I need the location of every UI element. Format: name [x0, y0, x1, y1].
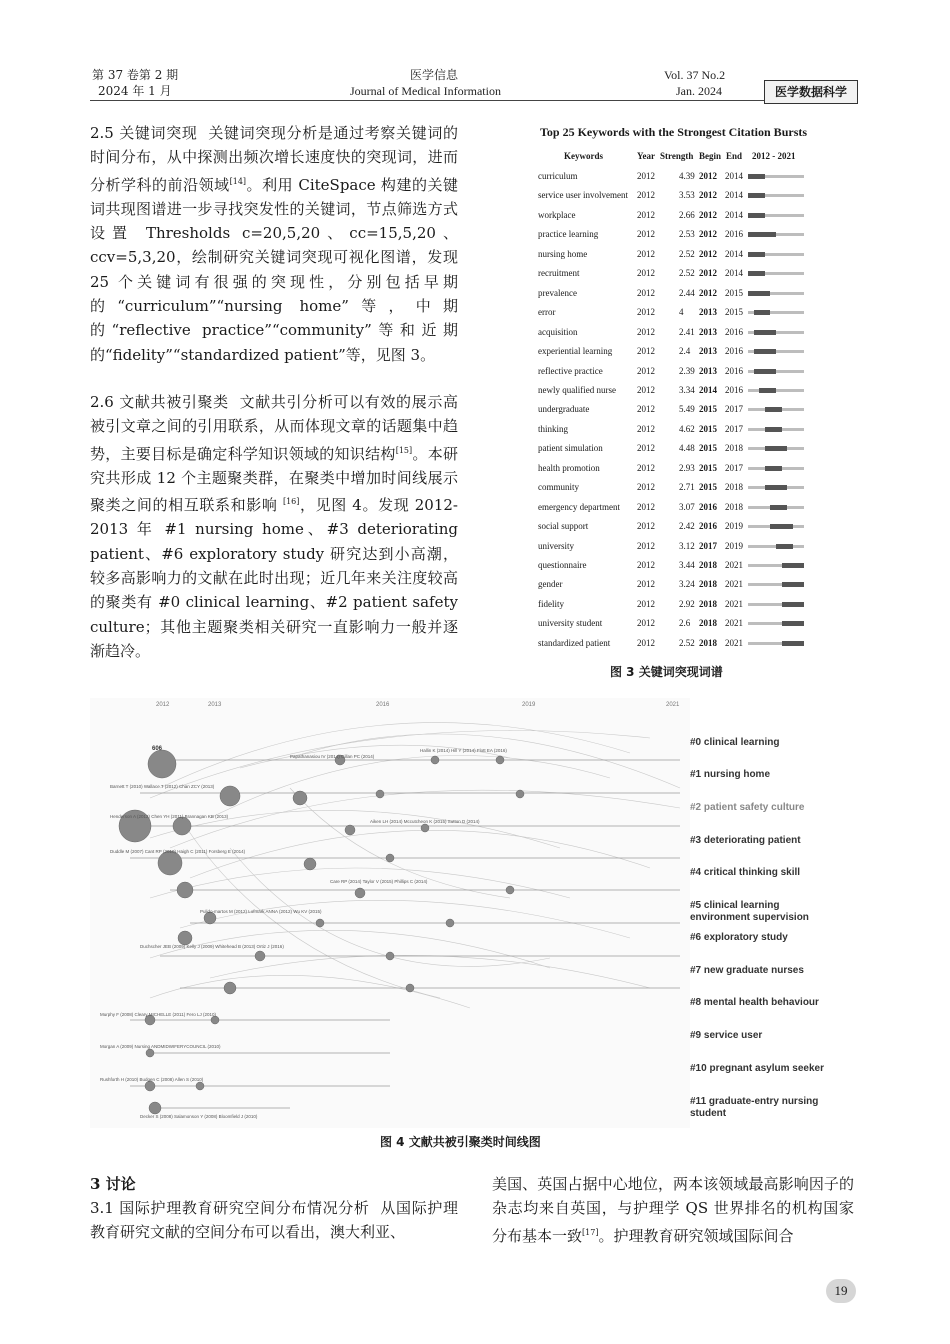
fig3-burst-segment — [748, 213, 765, 218]
fig3-burst-segment — [765, 407, 782, 412]
fig3-row — [538, 288, 818, 307]
fig3-keyword: thinking — [538, 423, 569, 434]
fig3-year: 2012 — [637, 540, 655, 551]
fig3-strength: 4 — [679, 307, 684, 318]
fig3-timeline-bar — [748, 292, 804, 295]
fig3-timeline-bar — [748, 428, 804, 431]
fig3-year: 2012 — [637, 482, 655, 493]
fig3-burst-segment — [776, 544, 793, 549]
fig3-strength: 4.62 — [679, 423, 695, 434]
fig3-begin: 2012 — [699, 209, 717, 220]
section-3-1-text-right-2: 。护理教育研究领域国际间合 — [598, 1226, 794, 1245]
fig3-begin: 2018 — [699, 618, 717, 629]
fig3-keyword: prevalence — [538, 287, 577, 298]
cluster-8-label: #8 mental health behaviour — [690, 997, 819, 1008]
fig3-burst-segment — [748, 174, 765, 179]
section-3-1-heading: 3.1 国际护理教育研究空间分布情况分析 — [90, 1199, 370, 1217]
fig3-strength: 2.53 — [679, 229, 695, 240]
fig3-strength: 2.93 — [679, 462, 695, 473]
fig3-year: 2012 — [637, 229, 655, 240]
fig3-strength: 2.52 — [679, 268, 695, 279]
fig3-header-range: 2012 - 2021 — [752, 151, 796, 161]
fig3-row — [538, 229, 818, 248]
fig3-strength: 4.39 — [679, 171, 695, 181]
fig3-burst-segment — [765, 427, 782, 432]
header-journal-en: Journal of Medical Information — [350, 84, 501, 98]
fig3-timeline-bar — [748, 447, 804, 450]
fig3-year: 2012 — [637, 268, 655, 279]
fig3-end: 2019 — [725, 540, 743, 551]
fig3-begin: 2013 — [699, 307, 717, 318]
fig3-begin: 2012 — [699, 268, 717, 279]
fig3-timeline-bar — [748, 389, 804, 392]
fig3-row — [538, 502, 818, 521]
fig3-year: 2012 — [637, 560, 655, 570]
fig3-timeline-bar — [748, 583, 804, 586]
fig3-year: 2012 — [637, 326, 655, 337]
fig3-end: 2021 — [725, 637, 743, 648]
fig3-row — [538, 463, 818, 482]
fig3-row — [538, 521, 818, 540]
cluster-6-label: #6 exploratory study — [690, 932, 788, 943]
fig3-header-end: End — [726, 151, 743, 161]
section-2-5-heading: 2.5 关键词突现 — [90, 124, 198, 142]
fig3-keyword: newly qualified nurse — [538, 384, 616, 395]
fig3-begin: 2015 — [699, 404, 717, 415]
fig3-row — [538, 268, 818, 287]
fig3-begin: 2012 — [699, 190, 717, 201]
ref-16: [16] — [282, 497, 300, 507]
fig3-timeline-bar — [748, 233, 804, 236]
fig3-end: 2016 — [725, 365, 743, 376]
fig3-end: 2021 — [725, 618, 743, 629]
section-2-5-text: 关键词突现分析是通过考察关键词的时间分布，从中探测出频次增长速度快的突现词，进而分析学科的前沿领域 — [90, 124, 458, 194]
fig3-year: 2012 — [637, 384, 655, 395]
fig3-keyword: undergraduate — [538, 404, 590, 415]
fig3-strength: 2.66 — [679, 209, 695, 220]
svg-text:Duddle M (2007) Cant RP (2010: Duddle M (2007) Cant RP (2010) Haigh C (2011) Forsberg E (2014) — [110, 849, 246, 854]
fig3-end: 2015 — [725, 307, 743, 318]
fig3-strength: 2.92 — [679, 598, 695, 609]
fig3-begin: 2013 — [699, 365, 717, 376]
fig3-row — [538, 249, 818, 268]
fig3-keyword: community — [538, 482, 579, 493]
fig3-keyword: service user involvement — [538, 190, 628, 201]
fig3-strength: 2.52 — [679, 637, 695, 648]
fig3-strength: 2.42 — [679, 521, 695, 532]
page-number: 19 — [826, 1279, 856, 1303]
fig3-row — [538, 618, 818, 637]
fig3-burst-segment — [765, 466, 782, 471]
fig3-row — [538, 541, 818, 560]
fig4-year-2016: 2016 — [376, 702, 390, 708]
header-date-cn: 2024 年 1 月 — [98, 84, 172, 98]
fig3-burst-segment — [782, 602, 804, 607]
fig3-burst-segment — [782, 621, 804, 626]
fig3-begin: 2015 — [699, 462, 717, 473]
fig3-keyword: acquisition — [538, 326, 578, 337]
fig3-row — [538, 385, 818, 404]
fig3-end: 2016 — [725, 229, 743, 240]
fig3-keyword: reflective practice — [538, 365, 603, 376]
fig3-strength: 2.44 — [679, 287, 695, 298]
fig3-strength: 3.12 — [679, 540, 695, 551]
fig3-end: 2017 — [725, 462, 743, 473]
fig3-row — [538, 560, 818, 579]
header-rule — [90, 100, 852, 101]
fig3-timeline-bar — [748, 370, 804, 373]
fig3-burst-segment — [748, 232, 776, 237]
fig3-year: 2012 — [637, 171, 655, 181]
fig3-burst-segment — [754, 330, 776, 335]
section-2-6 — [90, 390, 458, 663]
section-3-1 — [90, 1196, 458, 1245]
fig3-burst-segment — [754, 369, 776, 374]
fig3-begin: 2012 — [699, 229, 717, 240]
ref-14: [14] — [229, 176, 247, 186]
fig4-year-2013: 2013 — [208, 702, 222, 708]
fig3-timeline-bar — [748, 331, 804, 334]
fig3-row — [538, 307, 818, 326]
fig3-row — [538, 327, 818, 346]
fig3-year: 2012 — [637, 521, 655, 532]
section-2-6-text-3: ，见图 4。发现 2012-2013 年 #1 nursing home、#3 deteriorating patient、#6 exploratory study 研究达到小高潮，较多高影响力的文献在此时出现；近几年来关注度较高的聚类有 #0 clinical learning、#2 patient safety culture；其他主题聚类相关研究一直影响力一般并逐渐趋冷。 — [90, 496, 458, 660]
svg-text:Aiken LH (2014) Mccutcheon K: Aiken LH (2014) Mccutcheon K (2015) Sutton D (2014) — [370, 819, 480, 824]
fig3-year: 2012 — [637, 423, 655, 434]
fig3-burst-segment — [759, 388, 776, 393]
section-3-1-text: 从国际护理教育研究文献的空间分布可以看出，澳大利亚、 — [90, 1199, 458, 1242]
fig3-keyword: emergency department — [538, 501, 621, 512]
fig3-strength: 5.49 — [679, 404, 695, 415]
fig3-row — [538, 366, 818, 385]
fig3-row — [538, 210, 818, 229]
fig3-year: 2012 — [637, 443, 655, 454]
fig3-burst-segment — [765, 485, 787, 490]
fig3-strength: 2.39 — [679, 365, 695, 376]
section-2-6-text: 文献共引分析可以有效的展示高被引文章之间的引用联系，从而体现文章的话题集中趋势，主要目标是确定科学知识领域的知识结构 — [90, 393, 458, 463]
fig3-year: 2012 — [637, 579, 655, 590]
section-3-title: 3 讨论 — [90, 1175, 136, 1193]
svg-text:Pulido-martos M (2012) Lofmar: Pulido-martos M (2012) Lofmark ANNA (2012) Wu KV (2015) — [200, 909, 322, 914]
fig3-begin: 2012 — [699, 171, 717, 181]
fig4-graph — [90, 698, 690, 1128]
fig3-keyword: error — [538, 307, 556, 318]
fig3-row — [538, 404, 818, 423]
fig3-keyword: university — [538, 540, 574, 551]
fig3-row — [538, 579, 818, 598]
fig3-timeline-bar — [748, 408, 804, 411]
fig3-burst-segment — [770, 505, 787, 510]
fig3-begin: 2012 — [699, 287, 717, 298]
cluster-1-label: #1 nursing home — [690, 769, 771, 780]
fig3-year: 2012 — [637, 462, 655, 473]
header-volume-en: Vol. 37 No.2 — [664, 68, 726, 82]
fig3-row — [538, 599, 818, 618]
section-2-6-text-2: 。本研究共形成 12 个主题聚类群，在聚类中增加时间线展示聚类之间的相互联系和影响 — [90, 444, 458, 515]
fig3-year: 2012 — [637, 346, 655, 357]
fig3-timeline-bar — [748, 214, 804, 217]
svg-text:Hallin K (2014) Hill Y (2014): Hallin K (2014) Hill Y (2014) Flott EA (2016) — [420, 748, 507, 753]
fig3-burst-segment — [754, 310, 771, 315]
fig3-begin: 2017 — [699, 540, 717, 551]
fig3-end: 2014 — [725, 248, 743, 259]
fig3-burst-segment — [748, 271, 765, 276]
header-date-en: Jan. 2024 — [676, 84, 722, 98]
fig4-year-2021: 2021 — [666, 702, 680, 708]
svg-text:Barnett T (2010) Wallace T (2: Barnett T (2010) Wallace T (2012) Chan ZCY (2013) — [110, 784, 215, 789]
fig3-timeline-bar — [748, 642, 804, 645]
cluster-11-label: #11 graduate-entry nursing student — [690, 1096, 819, 1119]
fig3-strength: 2.71 — [679, 482, 695, 493]
cluster-4-label: #4 critical thinking skill — [690, 867, 801, 878]
cluster-2-label: #2 patient safety culture — [690, 802, 805, 813]
fig3-begin: 2016 — [699, 501, 717, 512]
fig3-begin: 2013 — [699, 326, 717, 337]
cluster-10-label: #10 pregnant asylum seeker — [690, 1063, 824, 1074]
fig3-begin: 2018 — [699, 560, 717, 570]
fig3-keyword: practice learning — [538, 229, 599, 240]
svg-text:Murphy F (2008) Cleary MICHEL: Murphy F (2008) Cleary MICHELLE (2011) Fero LJ (2010) — [100, 1012, 216, 1017]
fig3-burst-segment — [754, 349, 776, 354]
fig3-strength: 2.41 — [679, 326, 695, 337]
fig3-keyword: questionnaire — [538, 560, 587, 570]
fig3-begin: 2014 — [699, 384, 717, 395]
fig3-timeline-bar — [748, 253, 804, 256]
fig3-timeline-bar — [748, 525, 804, 528]
fig3-row — [538, 482, 818, 501]
fig3-keyword: patient simulation — [538, 443, 603, 454]
header-journal-cn: 医学信息 — [410, 68, 459, 82]
fig3-end: 2014 — [725, 171, 743, 181]
fig3-row — [538, 190, 818, 209]
fig3-keyword: fidelity — [538, 598, 564, 609]
fig4-node-label: 606 — [152, 746, 163, 752]
header-volume-cn: 第 37 卷第 2 期 — [92, 68, 179, 82]
section-2-6-heading: 2.6 文献共被引聚类 — [90, 393, 229, 411]
fig3-end: 2016 — [725, 326, 743, 337]
fig3-keyword: recruitment — [538, 268, 580, 279]
fig3-end: 2021 — [725, 560, 743, 570]
fig3-timeline-bar — [748, 272, 804, 275]
fig3-header-keywords: Keywords — [564, 151, 603, 161]
fig3-strength: 2.4 — [679, 346, 691, 357]
svg-text:Papathanasiou IV (2014) Gilla: Papathanasiou IV (2014) Gillan PC (2014) — [290, 754, 375, 759]
fig3-caption: 图 3 关键词突现词谱 — [610, 665, 723, 679]
fig4-year-2019: 2019 — [522, 702, 536, 708]
cluster-9-label: #9 service user — [690, 1030, 763, 1041]
fig3-begin: 2015 — [699, 423, 717, 434]
fig3-end: 2021 — [725, 579, 743, 590]
fig3-burst-segment — [782, 563, 804, 568]
fig3-year: 2012 — [637, 209, 655, 220]
fig3-timeline-bar — [748, 622, 804, 625]
fig3-end: 2016 — [725, 384, 743, 395]
fig3-begin: 2015 — [699, 443, 717, 454]
fig3-timeline-bar — [748, 175, 804, 178]
fig4-caption: 图 4 文献共被引聚类时间线图 — [380, 1135, 541, 1149]
svg-text:Decker S (2008) Salamonson Y: Decker S (2008) Salamonson Y (2008) Bloomfield J (2010) — [140, 1114, 258, 1119]
fig3-year: 2012 — [637, 287, 655, 298]
fig3-end: 2014 — [725, 268, 743, 279]
fig3-title: Top 25 Keywords with the Strongest Citation Bursts — [540, 125, 808, 139]
fig3-begin: 2012 — [699, 248, 717, 259]
fig3-begin: 2016 — [699, 521, 717, 532]
fig4-timeline — [90, 698, 852, 1128]
section-3-1-text-right: 美国、英国占据中心地位，两本该领域最高影响因子的杂志均来自英国，与护理学 QS 世界排名的机构国家分布基本一致 — [492, 1175, 854, 1245]
cluster-3-label: #3 deteriorating patient — [690, 835, 801, 846]
fig3-end: 2015 — [725, 287, 743, 298]
fig3-begin: 2018 — [699, 579, 717, 590]
fig3-year: 2012 — [637, 404, 655, 415]
fig3-strength: 2.52 — [679, 248, 695, 259]
svg-text:Henderson A (2012) Chen YH (2: Henderson A (2012) Chen YH (2011) Brannagan KB (2013) — [110, 814, 229, 819]
fig3-keyword: university student — [538, 618, 603, 629]
fig3-keyword: standardized patient — [538, 637, 611, 648]
fig3-end: 2017 — [725, 423, 743, 434]
fig3-row — [538, 424, 818, 443]
fig3-begin: 2018 — [699, 637, 717, 648]
svg-text:Rushforth H (2010) Budgen C (: Rushforth H (2010) Budgen C (2008) Allen S (2010) — [100, 1077, 204, 1082]
fig3-end: 2018 — [725, 501, 743, 512]
fig3-keyword: health promotion — [538, 462, 600, 473]
fig3-burst-segment — [782, 641, 804, 646]
section-2-5-text-2: 。利用 CiteSpace 构建的关键词共现图谱进一步寻找突发性的关键词，节点筛选方式设置 Thresholds c=20,5,20、cc=15,5,20、ccv=5,3,20，绘制研究关键词突现可视化图谱，发现 25 个关键词有很强的突现性，分别包括早期的“curriculum”“nursing home”等，中期的“reflective practice”“community”等和近期的“fidelity”“standardized patient”等，见图 3。 — [90, 175, 458, 364]
fig3-strength: 3.44 — [679, 560, 695, 570]
fig3-strength: 3.07 — [679, 501, 695, 512]
svg-text:Morgan A (2009) Nursing ANDMI: Morgan A (2009) Nursing ANDMIDWIFERYCOUNCIL (2010) — [100, 1044, 221, 1049]
fig3-row — [538, 638, 818, 657]
fig3-end: 2014 — [725, 209, 743, 220]
fig4-year-2012: 2012 — [156, 702, 170, 708]
fig3-burst-segment — [748, 291, 770, 296]
cluster-0-label: #0 clinical learning — [690, 737, 780, 748]
fig3-burst-segment — [770, 524, 792, 529]
fig3-row — [538, 171, 818, 190]
fig3-strength: 3.53 — [679, 190, 695, 201]
ref-17: [17] — [582, 1227, 599, 1237]
fig3-year: 2012 — [637, 637, 655, 648]
fig3-header-strength: Strength — [660, 151, 694, 161]
fig3-header-year: Year — [637, 151, 655, 161]
fig3-year: 2012 — [637, 501, 655, 512]
ref-15: [15] — [395, 445, 413, 455]
fig3-timeline-bar — [748, 467, 804, 470]
fig3-year: 2012 — [637, 190, 655, 201]
fig3-row — [538, 443, 818, 462]
fig3-burst-segment — [765, 446, 787, 451]
fig3-year: 2012 — [637, 307, 655, 318]
fig3-burst-segment — [748, 252, 765, 257]
fig3-end: 2018 — [725, 482, 743, 493]
fig3-timeline-bar — [748, 506, 804, 509]
fig3-timeline-bar — [748, 194, 804, 197]
fig3-year: 2012 — [637, 598, 655, 609]
fig3-burst-segment — [782, 582, 804, 587]
fig3-header-begin: Begin — [699, 151, 722, 161]
fig3-keyword: gender — [538, 579, 563, 590]
fig3-end: 2019 — [725, 521, 743, 532]
fig3-timeline-bar — [748, 350, 804, 353]
fig3-keyword: experiential learning — [538, 346, 613, 357]
fig3-timeline-bar — [748, 545, 804, 548]
fig3-keyword: workplace — [538, 209, 576, 220]
section-2-5 — [90, 121, 458, 367]
fig3-timeline-bar — [748, 603, 804, 606]
fig3-end: 2021 — [725, 598, 743, 609]
fig3-burst-segment — [748, 193, 765, 198]
fig3-begin: 2015 — [699, 482, 717, 493]
fig3-strength: 3.24 — [679, 579, 695, 590]
fig3-strength: 3.34 — [679, 384, 695, 395]
fig3-timeline-bar — [748, 486, 804, 489]
fig3-end: 2014 — [725, 190, 743, 201]
fig3-strength: 4.48 — [679, 443, 695, 454]
fig3-end: 2016 — [725, 346, 743, 357]
section-3-1-continued — [492, 1172, 854, 1248]
fig3-end: 2018 — [725, 443, 743, 454]
svg-text:Care RP (2014) Taylor V (2015: Care RP (2014) Taylor V (2015) Phillips C (2014) — [330, 879, 428, 884]
fig3-strength: 2.6 — [679, 618, 691, 629]
fig3-timeline-bar — [748, 311, 804, 314]
column-badge: 医学数据科学 — [764, 80, 858, 104]
fig3-year: 2012 — [637, 618, 655, 629]
fig3-year: 2012 — [637, 365, 655, 376]
fig3-keyword: curriculum — [538, 171, 578, 181]
fig3-begin: 2013 — [699, 346, 717, 357]
svg-text:Duchscher JEB (2009) Kelly J: Duchscher JEB (2009) Kelly J (2009) Whitehead B (2013) Ortiz J (2016) — [140, 944, 284, 949]
fig3-end: 2017 — [725, 404, 743, 415]
cluster-7-label: #7 new graduate nurses — [690, 965, 804, 976]
fig3-row — [538, 346, 818, 365]
fig3-keyword: social support — [538, 521, 589, 532]
fig3-year: 2012 — [637, 248, 655, 259]
fig3-begin: 2018 — [699, 598, 717, 609]
fig3-keyword: nursing home — [538, 248, 588, 259]
fig3-timeline-bar — [748, 564, 804, 567]
cluster-5-label: #5 clinical learning environment supervision — [690, 900, 809, 923]
